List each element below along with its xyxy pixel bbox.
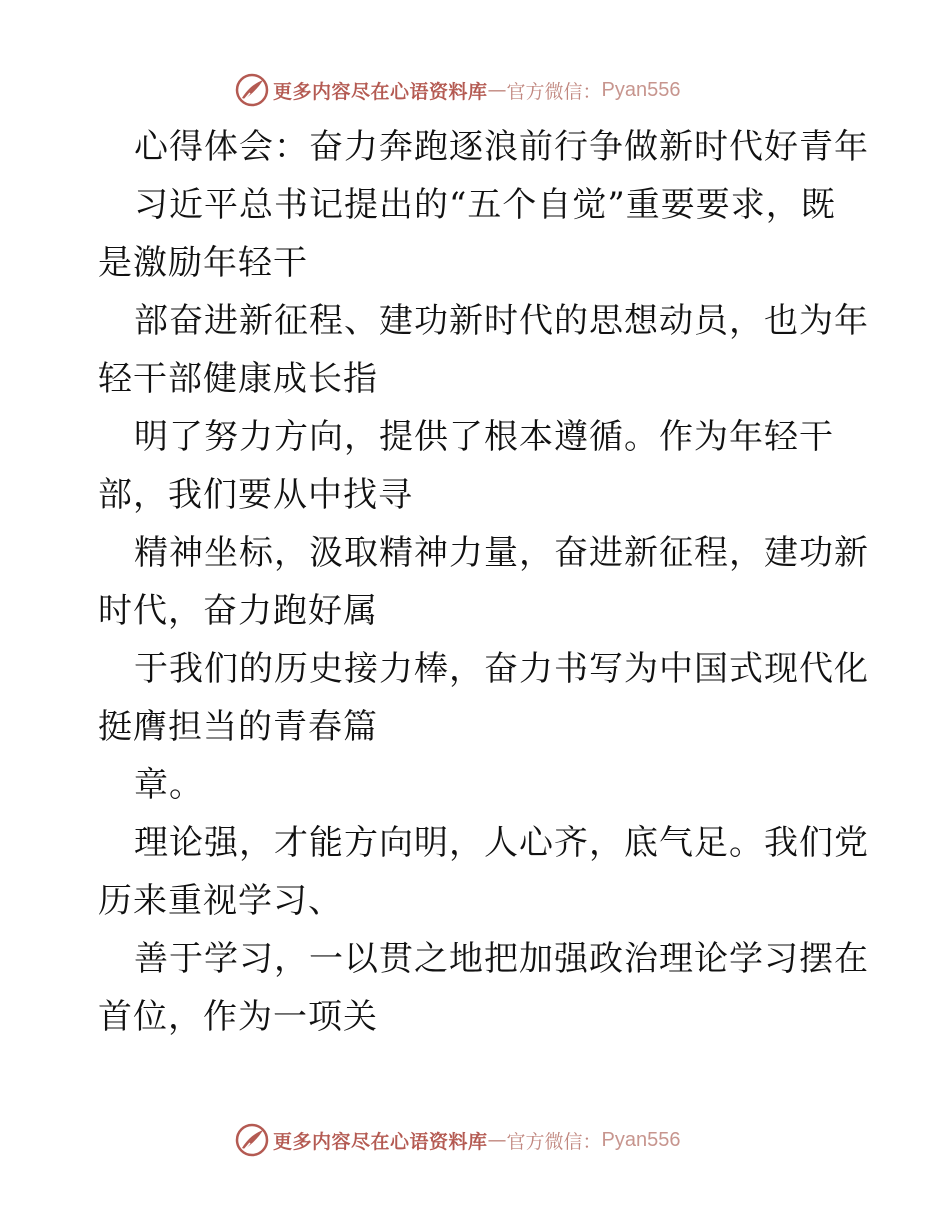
- doc-line: 历来重视学习、: [98, 881, 343, 921]
- doc-line: 理论强，才能方向明，人心齐，底气足。我们党: [134, 823, 869, 863]
- doc-line: 习近平总书记提出的“五个自觉”重要要求，既: [134, 185, 836, 225]
- quill-logo-icon: [235, 73, 269, 107]
- document-body: [98, 118, 869, 1046]
- footer-banner: [235, 1122, 681, 1158]
- doc-line: 明了努力方向，提供了根本遵循。作为年轻干: [134, 417, 834, 457]
- doc-line: 时代，奋力跑好属: [98, 591, 378, 631]
- footer-dash: —: [487, 1129, 507, 1151]
- header-wechat-id: Pyan556: [601, 78, 681, 101]
- doc-line: 善于学习，一以贯之地把加强政治理论学习摆在: [134, 939, 869, 979]
- quill-logo-icon: [235, 1123, 269, 1157]
- footer-official-label: 官方微信：: [506, 1130, 602, 1153]
- footer-brand-text: 更多内容尽在心语资料库: [273, 1130, 488, 1153]
- doc-line: 挺膺担当的青春篇: [98, 707, 378, 747]
- header-banner: [235, 72, 681, 108]
- header-official-label: 官方微信：: [506, 80, 602, 103]
- doc-line: 精神坐标，汲取精神力量，奋进新征程，建功新: [134, 533, 869, 573]
- doc-line: 部奋进新征程、建功新时代的思想动员，也为年: [134, 301, 869, 341]
- doc-title: 心得体会：奋力奔跑逐浪前行争做新时代好青年: [134, 127, 869, 167]
- doc-line: 首位，作为一项关: [98, 997, 378, 1037]
- footer-wechat-id: Pyan556: [601, 1128, 681, 1151]
- doc-line: 章。: [134, 765, 204, 805]
- doc-line: 于我们的历史接力棒，奋力书写为中国式现代化: [134, 649, 869, 689]
- header-dash: —: [487, 79, 507, 101]
- header-brand-text: 更多内容尽在心语资料库: [273, 80, 488, 103]
- doc-line: 轻干部健康成长指: [98, 359, 378, 399]
- doc-line: 部，我们要从中找寻: [98, 475, 413, 515]
- doc-line: 是激励年轻干: [98, 243, 308, 283]
